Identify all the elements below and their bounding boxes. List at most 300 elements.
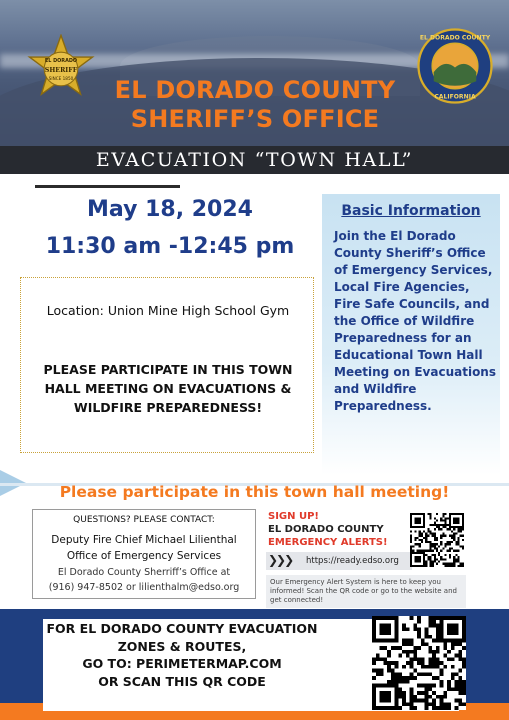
qr-module (451, 642, 455, 646)
qr-module (442, 558, 444, 560)
evacuation-line-3[interactable]: GO TO: PERIMETERMAP.COM (82, 656, 282, 671)
qr-module (380, 672, 384, 676)
qr-module (395, 616, 399, 620)
qr-module (453, 558, 455, 560)
qr-module (453, 513, 455, 515)
qr-module (445, 517, 447, 519)
qr-module (429, 545, 431, 547)
qr-module (376, 654, 380, 658)
qr-module (462, 635, 466, 639)
alert-url-link[interactable]: https://ready.edso.org (306, 556, 399, 566)
qr-module (425, 627, 429, 631)
qr-module (380, 657, 384, 661)
perimeter-map-qr-code-icon[interactable] (372, 616, 466, 710)
qr-module (413, 676, 417, 680)
qr-module (451, 627, 455, 631)
qr-module (434, 524, 436, 526)
qr-module (391, 706, 395, 710)
qr-module (417, 616, 421, 620)
qr-module (380, 631, 384, 635)
qr-module (429, 561, 431, 563)
qr-module (440, 541, 442, 543)
qr-module (442, 535, 444, 537)
qr-module (442, 563, 444, 565)
qr-module (449, 517, 451, 519)
qr-module (445, 522, 447, 524)
qr-module (451, 646, 455, 650)
qr-module (447, 541, 449, 543)
qr-module (434, 543, 436, 545)
qr-module (436, 665, 440, 669)
qr-module (413, 627, 417, 631)
qr-module (449, 543, 451, 545)
qr-module (428, 646, 432, 650)
qr-module (447, 706, 451, 710)
qr-module (432, 706, 436, 710)
qr-module (462, 627, 466, 631)
qr-module (406, 627, 410, 631)
qr-module (455, 684, 459, 688)
qr-module (395, 627, 399, 631)
qr-module (413, 669, 417, 673)
qr-module (440, 680, 444, 684)
page-title (80, 76, 430, 134)
qr-module (451, 639, 455, 643)
qr-module (410, 616, 414, 620)
qr-module (436, 537, 438, 539)
qr-module (432, 654, 436, 658)
qr-module (436, 513, 438, 515)
qr-module (427, 535, 429, 537)
qr-module (436, 631, 440, 635)
qr-module (440, 706, 444, 710)
qr-module (449, 556, 451, 558)
qr-module (376, 616, 380, 620)
contact-phone-email[interactable]: (916) 947-8502 or lilienthalm@edso.org (48, 582, 240, 593)
qr-module (453, 535, 455, 537)
qr-module (440, 672, 444, 676)
qr-module (462, 519, 464, 521)
qr-module (402, 650, 406, 654)
qr-module (406, 680, 410, 684)
contact-name: Deputy Fire Chief Michael Lilienthal (51, 534, 237, 546)
qr-module (417, 646, 421, 650)
qr-module (398, 676, 402, 680)
qr-module (445, 554, 447, 556)
qr-module (398, 646, 402, 650)
qr-module (372, 639, 376, 643)
qr-module (432, 532, 434, 534)
qr-module (449, 522, 451, 524)
qr-module (383, 684, 387, 688)
qr-module (376, 672, 380, 676)
qr-module (416, 513, 418, 515)
qr-module (451, 687, 455, 691)
qr-module (395, 699, 399, 703)
qr-module (387, 695, 391, 699)
event-date: May 18, 2024 (87, 197, 253, 222)
qr-module (395, 635, 399, 639)
qr-module (436, 539, 438, 541)
qr-module (440, 616, 444, 620)
qr-module (428, 702, 432, 706)
qr-module (416, 517, 418, 519)
qr-module (455, 554, 457, 556)
qr-module (453, 561, 455, 563)
qr-module (372, 661, 376, 665)
qr-module (447, 565, 449, 567)
qr-module (438, 552, 440, 554)
qr-module (436, 543, 438, 545)
qr-module (410, 517, 412, 519)
qr-module (447, 524, 449, 526)
qr-module (432, 691, 436, 695)
qr-module (425, 702, 429, 706)
qr-module (410, 522, 412, 524)
qr-module (380, 627, 384, 631)
qr-module (416, 556, 418, 558)
qr-module (406, 661, 410, 665)
evacuation-info-text (46, 620, 318, 690)
qr-module (395, 661, 399, 665)
qr-module (410, 661, 414, 665)
contact-heading: QUESTIONS? PLEASE CONTACT: (73, 515, 215, 525)
qr-module (462, 535, 464, 537)
qr-module (425, 565, 427, 567)
qr-module (440, 695, 444, 699)
qr-module (423, 515, 425, 517)
qr-module (445, 519, 447, 521)
qr-module (414, 556, 416, 558)
qr-module (447, 627, 451, 631)
qr-module (458, 522, 460, 524)
qr-module (372, 669, 376, 673)
qr-module (372, 706, 376, 710)
qr-module (438, 554, 440, 556)
qr-module (460, 565, 462, 567)
qr-module (455, 513, 457, 515)
qr-module (383, 699, 387, 703)
qr-module (462, 691, 466, 695)
qr-module (421, 550, 423, 552)
qr-module (402, 665, 406, 669)
qr-module (425, 561, 427, 563)
qr-module (410, 672, 414, 676)
basic-info-title: Basic Information (341, 203, 481, 219)
qr-module (447, 684, 451, 688)
qr-module (395, 702, 399, 706)
qr-module (410, 558, 412, 560)
qr-module (442, 513, 444, 515)
qr-module (434, 517, 436, 519)
qr-module (372, 699, 376, 703)
alert-description: Our Emergency Alert System is here to keep you informed! Scan the QR code or go to the website and get connected! (266, 575, 466, 608)
qr-module (425, 665, 429, 669)
qr-module (423, 517, 425, 519)
qr-module (436, 627, 440, 631)
qr-module (460, 545, 462, 547)
qr-module (462, 548, 464, 550)
qr-module (442, 532, 444, 534)
qr-module (447, 616, 451, 620)
qr-module (387, 699, 391, 703)
qr-module (413, 657, 417, 661)
qr-module (458, 530, 460, 532)
qr-module (449, 519, 451, 521)
qr-module (372, 691, 376, 695)
qr-module (447, 680, 451, 684)
qr-module (436, 661, 440, 665)
qr-module (410, 515, 412, 517)
qr-module (445, 526, 447, 528)
qr-module (436, 558, 438, 560)
qr-module (410, 676, 414, 680)
qr-module (387, 691, 391, 695)
qr-module (436, 639, 440, 643)
qr-module (395, 672, 399, 676)
qr-module (416, 565, 418, 567)
qr-module (421, 642, 425, 646)
qr-module (391, 646, 395, 650)
qr-module (395, 691, 399, 695)
qr-module (421, 639, 425, 643)
qr-module (453, 550, 455, 552)
qr-module (414, 513, 416, 515)
qr-module (443, 702, 447, 706)
qr-module (455, 672, 459, 676)
qr-module (458, 513, 460, 515)
qr-module (432, 543, 434, 545)
qr-module (427, 550, 429, 552)
qr-module (458, 650, 462, 654)
qr-module (429, 550, 431, 552)
qr-module (383, 631, 387, 635)
qr-module (440, 528, 442, 530)
qr-module (462, 565, 464, 567)
qr-module (387, 665, 391, 669)
qr-module (451, 513, 453, 515)
qr-module (412, 526, 414, 528)
qr-module (440, 535, 442, 537)
qr-module (419, 513, 421, 515)
qr-module (455, 550, 457, 552)
qr-module (380, 646, 384, 650)
qr-module (432, 620, 436, 624)
qr-module (410, 526, 412, 528)
qr-module (453, 539, 455, 541)
qr-module (443, 646, 447, 650)
qr-module (447, 563, 449, 565)
qr-module (458, 539, 460, 541)
qr-module (425, 563, 427, 565)
location-box (20, 277, 314, 453)
qr-module (421, 539, 423, 541)
qr-module (419, 535, 421, 537)
qr-module (428, 635, 432, 639)
qr-module (421, 665, 425, 669)
qr-module (380, 699, 384, 703)
qr-module (453, 526, 455, 528)
qr-module (434, 554, 436, 556)
qr-module (429, 558, 431, 560)
qr-module (449, 563, 451, 565)
qr-module (432, 702, 436, 706)
qr-module (447, 657, 451, 661)
qr-module (395, 676, 399, 680)
qr-module (432, 550, 434, 552)
qr-module (462, 526, 464, 528)
title-line-2: SHERIFF’S OFFICE (130, 105, 380, 133)
qr-module (419, 565, 421, 567)
qr-module (380, 669, 384, 673)
qr-module (410, 561, 412, 563)
qr-module (429, 524, 431, 526)
qr-module (451, 530, 453, 532)
qr-module (458, 519, 460, 521)
qr-module (425, 695, 429, 699)
qr-module (455, 561, 457, 563)
qr-module (462, 539, 464, 541)
qr-module (451, 541, 453, 543)
qr-module (414, 539, 416, 541)
qr-module (440, 620, 444, 624)
qr-module (458, 684, 462, 688)
qr-module (380, 691, 384, 695)
qr-module (436, 624, 440, 628)
qr-module (453, 522, 455, 524)
qr-module (453, 532, 455, 534)
qr-module (410, 687, 414, 691)
qr-module (423, 552, 425, 554)
qr-module (387, 680, 391, 684)
qr-module (380, 624, 384, 628)
qr-module (436, 646, 440, 650)
qr-module (460, 528, 462, 530)
qr-module (372, 616, 376, 620)
qr-module (455, 532, 457, 534)
qr-module (451, 665, 455, 669)
qr-module (410, 706, 414, 710)
qr-module (436, 563, 438, 565)
qr-module (436, 650, 440, 654)
qr-module (372, 702, 376, 706)
qr-module (372, 624, 376, 628)
qr-module (413, 646, 417, 650)
qr-module (402, 691, 406, 695)
qr-module (455, 541, 457, 543)
qr-module (413, 706, 417, 710)
qr-module (434, 537, 436, 539)
qr-module (432, 563, 434, 565)
qr-module (398, 672, 402, 676)
qr-module (458, 676, 462, 680)
qr-module (429, 543, 431, 545)
qr-module (376, 706, 380, 710)
qr-module (425, 706, 429, 710)
qr-module (428, 650, 432, 654)
qr-module (428, 687, 432, 691)
qr-module (414, 565, 416, 567)
qr-module (458, 639, 462, 643)
qr-module (432, 554, 434, 556)
qr-module (434, 556, 436, 558)
qr-module (458, 528, 460, 530)
qr-module (428, 661, 432, 665)
qr-module (455, 642, 459, 646)
qr-module (425, 687, 429, 691)
subtitle: EVACUATION “TOWN HALL” (95, 149, 414, 171)
qr-module (440, 639, 444, 643)
qr-module (455, 522, 457, 524)
qr-module (417, 699, 421, 703)
qr-module (372, 695, 376, 699)
qr-module (458, 526, 460, 528)
qr-module (398, 691, 402, 695)
qr-module (410, 650, 414, 654)
alerts-qr-code-icon[interactable] (410, 513, 464, 567)
qr-module (440, 627, 444, 631)
badge-text-bottom: SINCE 1850 (48, 76, 74, 82)
qr-module (425, 537, 427, 539)
qr-module (391, 639, 395, 643)
qr-module (423, 563, 425, 565)
qr-module (443, 695, 447, 699)
qr-module (395, 665, 399, 669)
qr-module (462, 515, 464, 517)
qr-module (458, 702, 462, 706)
qr-module (440, 702, 444, 706)
qr-module (436, 635, 440, 639)
qr-module (421, 672, 425, 676)
qr-module (395, 620, 399, 624)
qr-module (383, 657, 387, 661)
qr-module (406, 702, 410, 706)
qr-module (445, 545, 447, 547)
qr-module (419, 530, 421, 532)
qr-module (462, 661, 466, 665)
qr-module (455, 616, 459, 620)
qr-module (402, 695, 406, 699)
event-location: Location: Union Mine High School Gym (46, 303, 290, 318)
qr-module (429, 532, 431, 534)
qr-module (436, 695, 440, 699)
alert-title: EMERGENCY ALERTS! (268, 537, 388, 548)
qr-module (423, 556, 425, 558)
title-line-1: EL DORADO COUNTY (114, 76, 396, 104)
qr-module (440, 699, 444, 703)
qr-module (458, 565, 460, 567)
qr-module (421, 526, 423, 528)
qr-module (410, 657, 414, 661)
qr-module (451, 631, 455, 635)
qr-module (416, 519, 418, 521)
qr-module (410, 545, 412, 547)
qr-module (434, 561, 436, 563)
qr-module (383, 616, 387, 620)
qr-module (442, 524, 444, 526)
qr-module (391, 676, 395, 680)
qr-module (445, 558, 447, 560)
qr-module (432, 561, 434, 563)
qr-module (436, 519, 438, 521)
qr-module (455, 526, 457, 528)
qr-module (417, 672, 421, 676)
qr-module (455, 654, 459, 658)
qr-module (455, 639, 459, 643)
qr-module (458, 517, 460, 519)
qr-module (395, 624, 399, 628)
contact-box (32, 509, 256, 599)
